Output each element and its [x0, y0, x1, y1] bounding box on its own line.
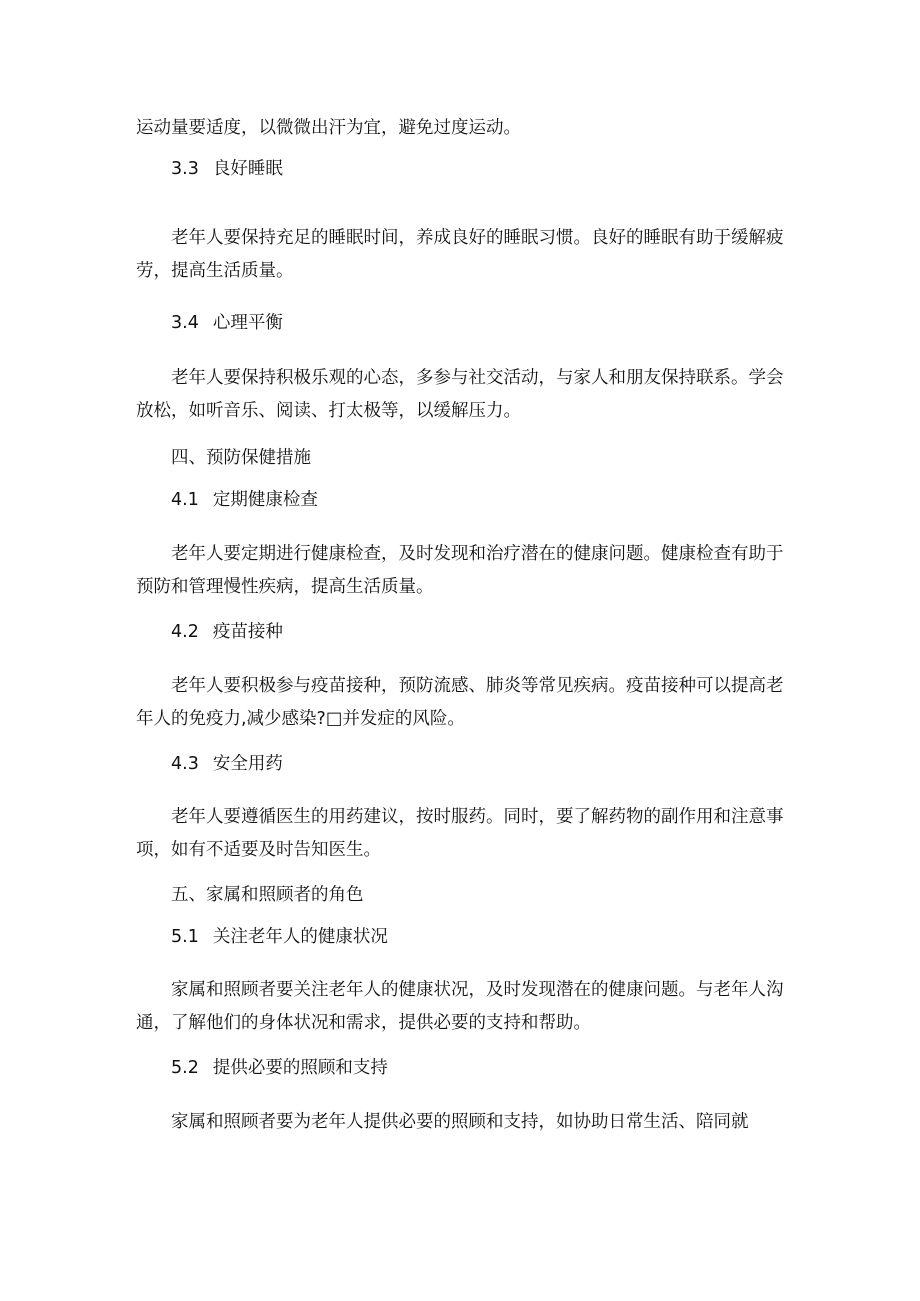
section-heading-3-3: [171, 157, 283, 181]
section-number: 4.2: [171, 622, 199, 642]
chapter-heading-4: 四、预防保健措施: [171, 448, 311, 468]
chapter-heading-5: 五、家属和照顾者的角色: [171, 885, 364, 905]
section-title: 关注老年人的健康状况: [212, 927, 388, 947]
section-title: 疫苗接种: [212, 622, 283, 642]
section-title: 良好睡眠: [212, 159, 283, 179]
section-title: 定期健康检查: [212, 490, 318, 510]
section-title: 提供必要的照顾和支持: [212, 1058, 388, 1078]
section-number: 5.2: [171, 1058, 199, 1078]
paragraph-safe-medication: 老年人要遵循医生的用药建议，按时服药。同时，要了解药物的副作用和注意事项，如有不适要及时告知医生。: [136, 807, 784, 860]
paragraph-mental-balance: 老年人要保持积极乐观的心态，多参与社交活动，与家人和朋友保持联系。学会放松，如听音乐、阅读、打太极等，以缓解压力。: [136, 368, 784, 421]
section-number: 4.3: [171, 754, 199, 774]
section-number: 3.4: [171, 313, 199, 333]
paragraph-health-check: 老年人要定期进行健康检查，及时发现和治疗潜在的健康问题。健康检查有助于预防和管理慢性疾病，提高生活质量。: [136, 544, 784, 597]
section-heading-3-4: [171, 311, 283, 335]
paragraph-continued: 运动量要适度，以微微出汗为宜，避免过度运动。: [136, 118, 521, 138]
section-title: 安全用药: [212, 754, 283, 774]
section-heading-4-3: [171, 752, 283, 776]
section-number: 4.1: [171, 490, 199, 510]
section-heading-4-2: [171, 620, 283, 644]
paragraph-care-support: 家属和照顾者要为老年人提供必要的照顾和支持，如协助日常生活、陪同就: [171, 1112, 749, 1132]
paragraph-attention-health: 家属和照顾者要关注老年人的健康状况，及时发现潜在的健康问题。与老年人沟通，了解他们的身体状况和需求，提供必要的支持和帮助。: [136, 980, 784, 1033]
paragraph-vaccination: 老年人要积极参与疫苗接种，预防流感、肺炎等常见疾病。疫苗接种可以提高老年人的免疫力,减少感染?□并发症的风险。: [136, 676, 784, 729]
section-heading-5-2: [171, 1056, 388, 1080]
section-number: 3.3: [171, 159, 199, 179]
section-heading-4-1: [171, 488, 318, 512]
section-number: 5.1: [171, 927, 199, 947]
section-heading-5-1: [171, 925, 388, 949]
section-title: 心理平衡: [212, 313, 283, 333]
paragraph-sleep: 老年人要保持充足的睡眠时间，养成良好的睡眠习惯。良好的睡眠有助于缓解疲劳，提高生活质量。: [136, 228, 784, 281]
